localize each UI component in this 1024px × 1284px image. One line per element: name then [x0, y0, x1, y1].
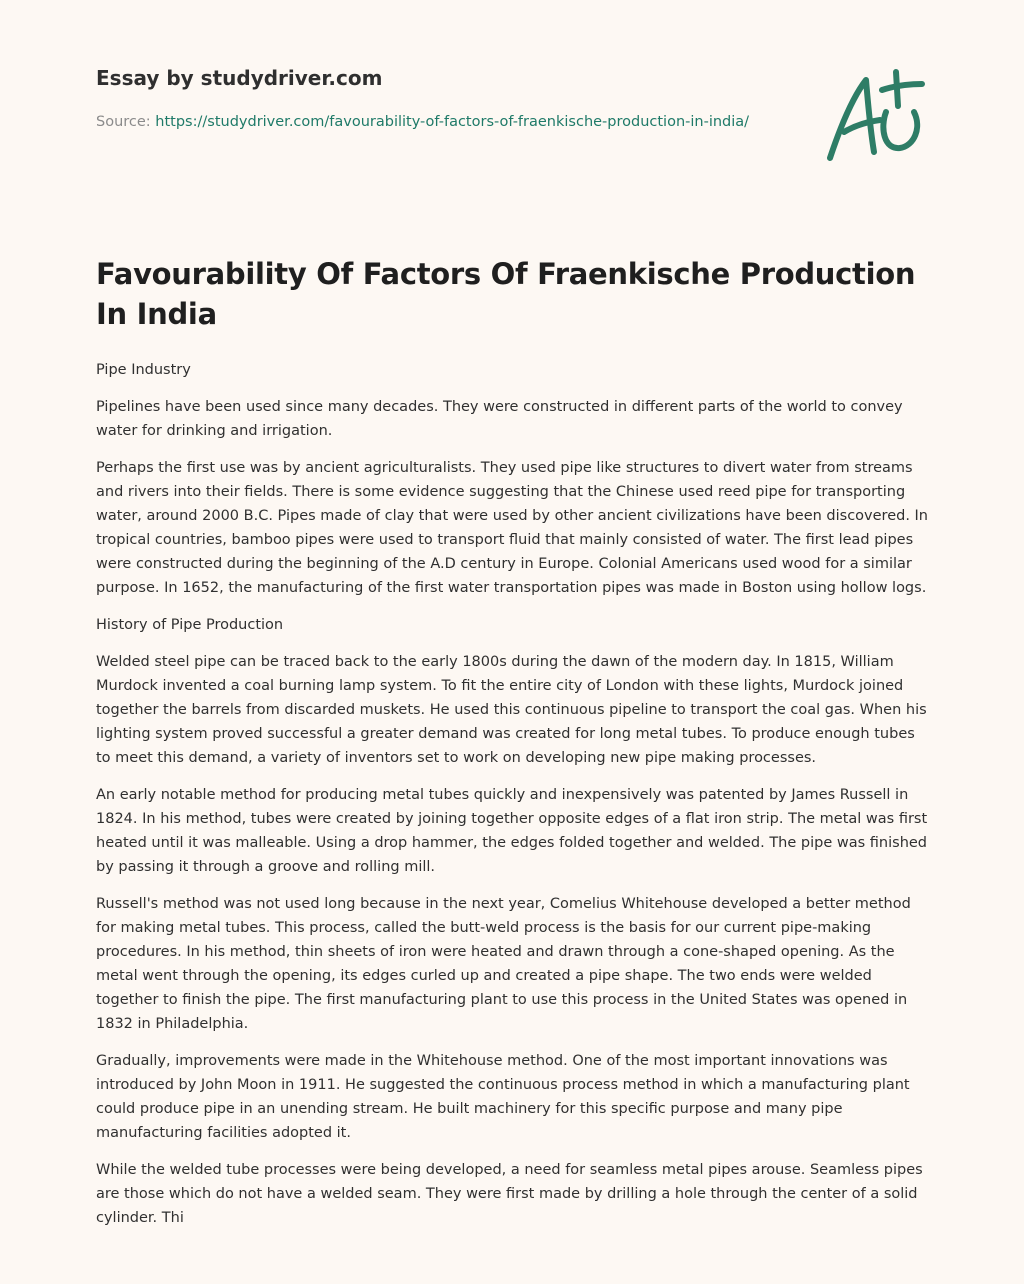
source-label: Source:	[96, 114, 151, 130]
paragraph: An early notable method for producing metal tubes quickly and inexpensively was patented by James Russell in 1824. In his method, tubes were created by joining together opposite edges of a flat iron strip. The metal was first heated until it was malleable. Using a drop hammer, the edges folded together and welded. The pipe was finished by passing it through a groove and rolling mill.	[96, 787, 928, 875]
paragraph: Russell's method was not used long because in the next year, Comelius Whitehouse developed a better method for making metal tubes. This process, called the butt-weld process is the basis for our current pipe-making procedures. In his method, thin sheets of iron were heated and drawn through a cone-shaped opening. As the metal went through the opening, its edges curled up and created a pipe shape. The two ends were welded together to finish the pipe. The first manufacturing plant to use this process in the United States was opened in 1832 in Philadelphia.	[96, 896, 911, 1032]
section-heading-history: History of Pipe Production	[96, 617, 284, 633]
paragraph: Gradually, improvements were made in the Whitehouse method. One of the most important innovations was introduced by John Moon in 1911. He suggested the continuous process method in which a manufacturing plant could produce pipe in an unending stream. He built machinery for this specific purpose and many pipe manufacturing facilities adopted it.	[96, 1053, 910, 1141]
paragraph: Perhaps the first use was by ancient agriculturalists. They used pipe like structures to divert water from streams and rivers into their fields. There is some evidence suggesting that the Chinese used reed pipe for transporting water, around 2000 B.C. Pipes made of clay that were used by other ancient civilizations have been discovered. In tropical countries, bamboo pipes were used to transport fluid that mainly consisted of water. The first lead pipes were constructed during the beginning of the A.D century in Europe. Colonial Americans used wood for a similar purpose. In 1652, the manufacturing of the first water transportation pipes was made in Boston using hollow logs.	[96, 460, 929, 596]
site-title: Essay by studydriver.com	[96, 66, 383, 90]
paragraph: Pipelines have been used since many decades. They were constructed in different parts of the world to convey water for drinking and irrigation.	[96, 399, 903, 439]
section-heading-pipe-industry: Pipe Industry	[96, 362, 191, 378]
page-title: Favourability Of Factors Of Fraenkische Production In India	[96, 257, 916, 331]
paragraph: Welded steel pipe can be traced back to the early 1800s during the dawn of the modern day. In 1815, William Murdock invented a coal burning lamp system. To fit the entire city of London with these lights, Murdock joined together the barrels from discarded muskets. He used this continuous pipeline to transport the coal gas. When his lighting system proved successful a greater demand was created for long metal tubes. To produce enough tubes to meet this demand, a variety of inventors set to work on developing new pipe making processes.	[96, 654, 927, 766]
a-plus-logo-icon	[822, 66, 932, 166]
paragraph: While the welded tube processes were being developed, a need for seamless metal pipes arouse. Seamless pipes are those which do not have a welded seam. They were first made by drilling a hole through the center of a solid cylinder. Thi	[96, 1162, 923, 1226]
source-link[interactable]: https://studydriver.com/favourability-of-factors-of-fraenkische-production-in-india/	[155, 114, 750, 130]
page-header	[96, 64, 776, 134]
source-line	[96, 110, 776, 134]
article	[96, 254, 932, 1243]
